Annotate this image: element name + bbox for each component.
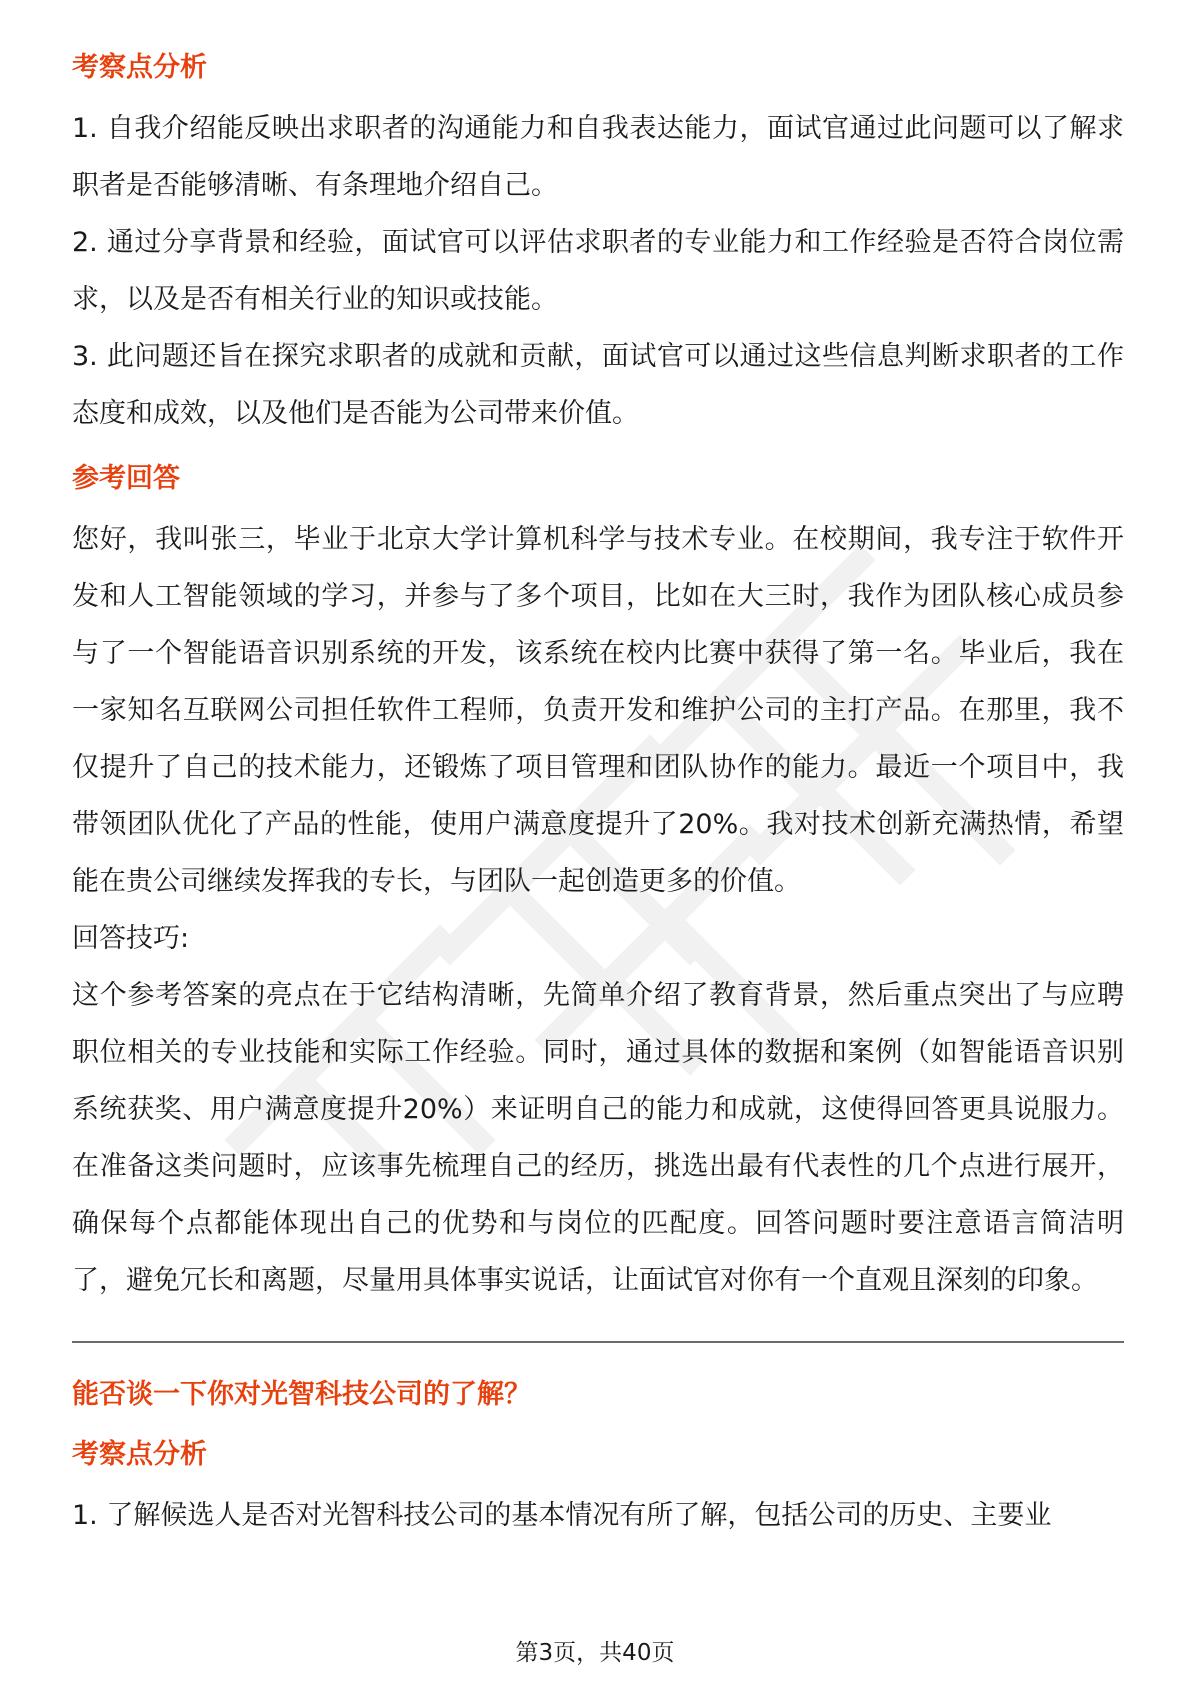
document-page	[72, 50, 1124, 1544]
section-divider	[72, 1341, 1124, 1343]
analysis-item-2: 2. 通过分享背景和经验，面试官可以评估求职者的专业能力和工作经验是否符合岗位需求，以及是否有相关行业的知识或技能。	[72, 227, 1124, 315]
analysis-item-q2-1: 1. 了解候选人是否对光智科技公司的基本情况有所了解，包括公司的历史、主要业	[72, 1500, 1052, 1531]
page-number: 第3页，共40页	[515, 1640, 675, 1666]
section-heading-analysis: 考察点分析	[72, 52, 207, 83]
question-title: 能否谈一下你对光智科技公司的了解？	[72, 1379, 531, 1410]
answer-tips-label: 回答技巧:	[72, 923, 190, 954]
analysis-item-1: 1. 自我介绍能反映出求职者的沟通能力和自我表达能力，面试官通过此问题可以了解求职者是否能够清晰、有条理地介绍自己。	[72, 113, 1124, 201]
reference-answer-text: 您好，我叫张三，毕业于北京大学计算机科学与技术专业。在校期间，我专注于软件开发和人工智能领域的学习，并参与了多个项目，比如在大三时，我作为团队核心成员参与了一个智能语音识别系统的开发，该系统在校内比赛中获得了第一名。毕业后，我在一家知名互联网公司担任软件工程师，负责开发和维护公司的主打产品。在那里，我不仅提升了自己的技术能力，还锻炼了项目管理和团队协作的能力。最近一个项目中，我带领团队优化了产品的性能，使用户满意度提升了20%。我对技术创新充满热情，希望能在贵公司继续发挥我的专长，与团队一起创造更多的价值。	[72, 524, 1124, 897]
section-heading-reference-answer: 参考回答	[72, 463, 180, 494]
answer-tips-text: 这个参考答案的亮点在于它结构清晰，先简单介绍了教育背景，然后重点突出了与应聘职位相关的专业技能和实际工作经验。同时，通过具体的数据和案例（如智能语音识别系统获奖、用户满意度提升20%）来证明自己的能力和成就，这使得回答更具说服力。在准备这类问题时，应该事先梳理自己的经历，挑选出最有代表性的几个点进行展开，确保每个点都能体现出自己的优势和与岗位的匹配度。回答问题时要注意语言简洁明了，避免冗长和离题，尽量用具体事实说话，让面试官对你有一个直观且深刻的印象。	[72, 980, 1124, 1296]
section-heading-analysis-2: 考察点分析	[72, 1439, 207, 1470]
analysis-item-3: 3. 此问题还旨在探究求职者的成就和贡献，面试官可以通过这些信息判断求职者的工作态度和成效，以及他们是否能为公司带来价值。	[72, 341, 1124, 429]
